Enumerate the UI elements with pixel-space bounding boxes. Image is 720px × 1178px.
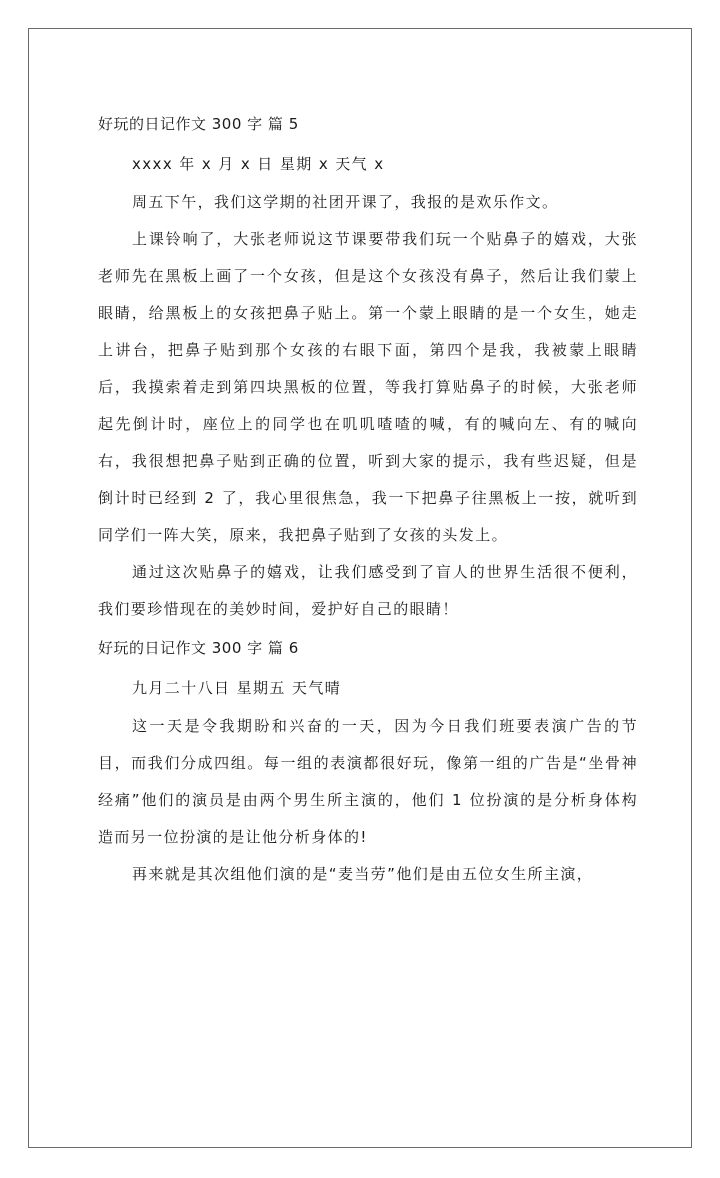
date-weather-line: 九月二十八日 星期五 天气晴 (132, 679, 342, 697)
date-weather-line: xxxx 年 x 月 x 日 星期 x 天气 x (132, 155, 385, 173)
paragraph: 再来就是其次组他们演的是“麦当劳”他们是由五位女生所主演， (132, 865, 594, 883)
paragraph: 上课铃响了，大张老师说这节课要带我们玩一个贴鼻子的嬉戏，大张老师先在黑板上画了一个女孩，但是这个女孩没有鼻子，然后让我们蒙上眼睛，给黑板上的女孩把鼻子贴上。第一个蒙上眼睛的是一个女生，她走上讲台，把鼻子贴到那个女孩的右眼下面，第四个是我，我被蒙上眼睛后，我摸索着走到第四块黑板的位置，等我打算贴鼻子的时候，大张老师起先倒计时，座位上的同学也在叽叽喳喳的喊，有的喊向左、有的喊向右，我很想把鼻子贴到正确的位置，听到大家的提示，我有些迟疑，但是倒计时已经到 2 了，我心里很焦急，我一下把鼻子往黑板上一按，就听到同学们一阵大笑，原来，我把鼻子贴到了女孩的头发上。 (98, 230, 638, 544)
paragraph: 周五下午，我们这学期的社团开课了，我报的是欢乐作文。 (132, 193, 559, 211)
section-title: 好玩的日记作文 300 字 篇 6 (98, 639, 299, 657)
paragraph: 通过这次贴鼻子的嬉戏，让我们感受到了盲人的世界生活很不便利，我们要珍惜现在的美妙时间，爱护好自己的眼睛！ (98, 563, 638, 618)
paragraph: 这一天是令我期盼和兴奋的一天，因为今日我们班要表演广告的节目，而我们分成四组。每一组的表演都很好玩，像第一组的广告是“坐骨神经痛”他们的演员是由两个男生所主演的，他们 1 位扮演的是分析身体构造而另一位扮演的是让他分析身体的! (98, 717, 638, 846)
document-body (98, 104, 638, 893)
section-title: 好玩的日记作文 300 字 篇 5 (98, 115, 299, 133)
